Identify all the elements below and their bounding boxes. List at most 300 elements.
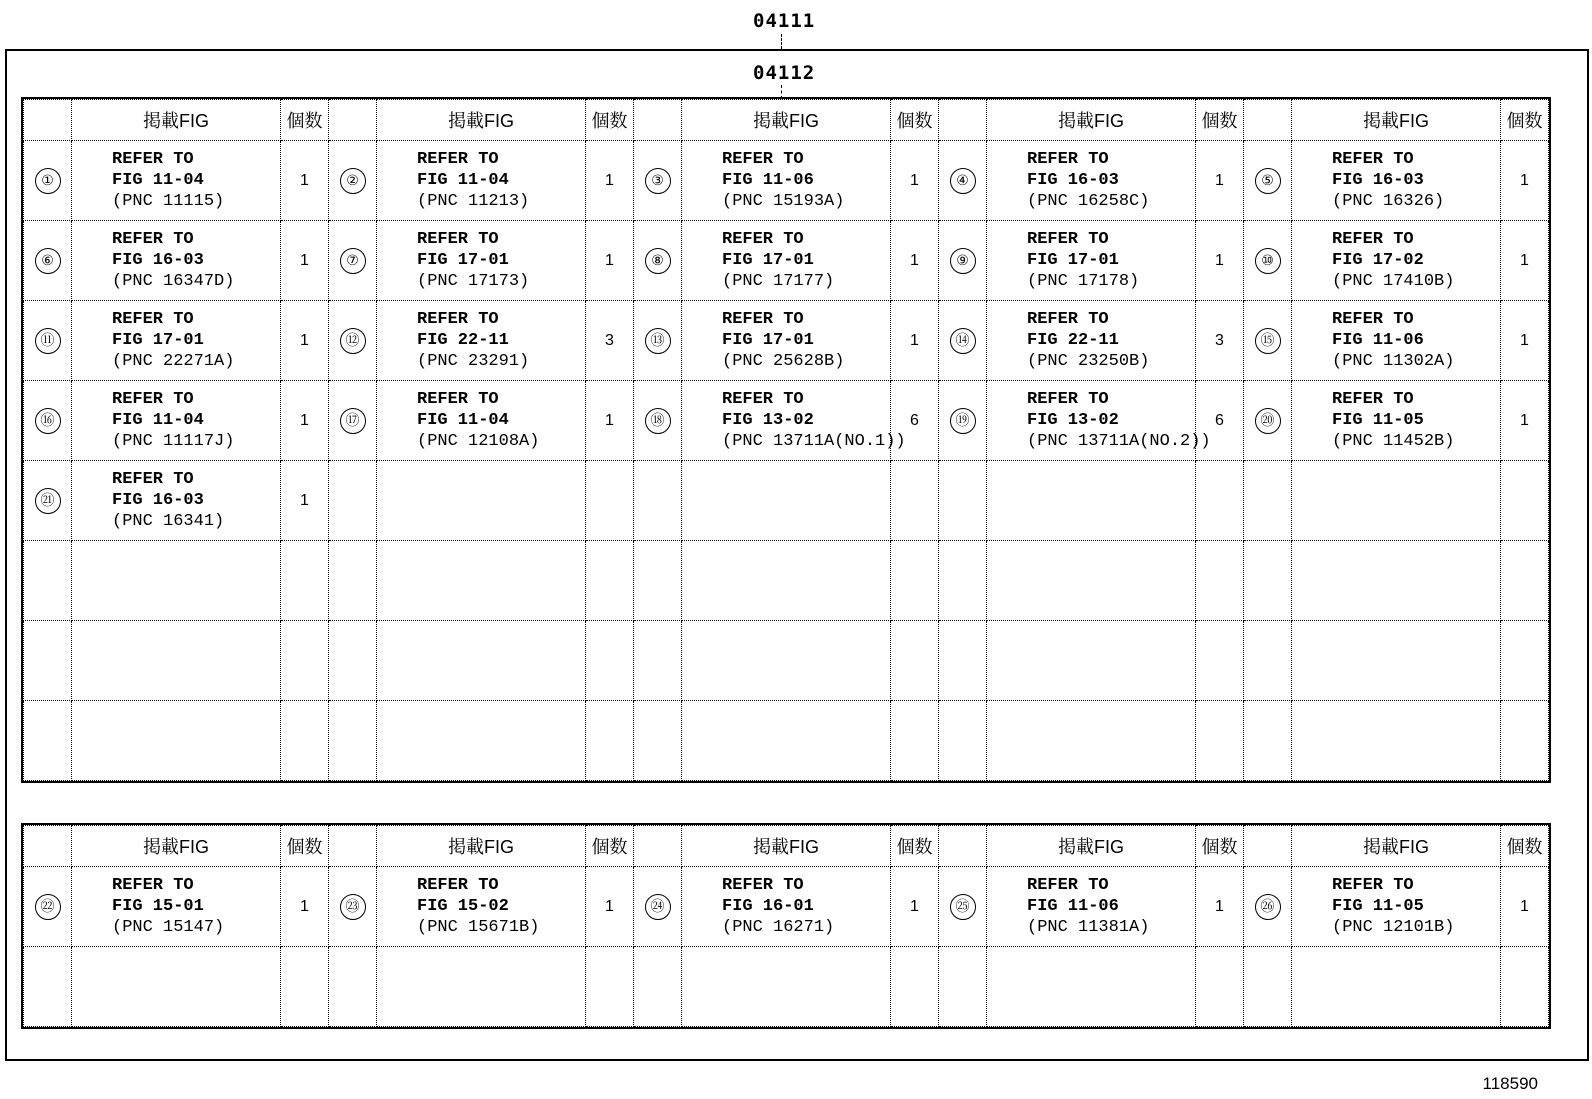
header-qty: 個数 bbox=[586, 826, 634, 867]
pnc-number: (PNC 11115) bbox=[112, 192, 225, 211]
item-number-cell bbox=[24, 867, 72, 947]
pnc-number: (PNC 16341) bbox=[112, 512, 225, 531]
fig-number: FIG 16-03 bbox=[1332, 171, 1424, 190]
header-num-cell bbox=[24, 826, 72, 867]
reference-cell bbox=[1292, 541, 1501, 621]
reference-cell bbox=[1292, 221, 1501, 301]
item-callout: ③ bbox=[645, 168, 671, 194]
item-callout: ㉓ bbox=[340, 894, 366, 920]
item-number-cell bbox=[634, 947, 682, 1027]
quantity-cell: 1 bbox=[1196, 221, 1244, 301]
reference-table-1 bbox=[23, 99, 1549, 781]
quantity-cell: 1 bbox=[1501, 301, 1549, 381]
quantity-cell: 1 bbox=[586, 221, 634, 301]
header-fig: 掲載FIG bbox=[1292, 826, 1501, 867]
fig-number: FIG 11-06 bbox=[1332, 331, 1424, 350]
item-number-cell bbox=[1244, 701, 1292, 781]
header-num-cell bbox=[24, 100, 72, 141]
sub-leader-line bbox=[781, 85, 782, 99]
header-fig: 掲載FIG bbox=[987, 100, 1196, 141]
item-callout: ⑦ bbox=[340, 248, 366, 274]
refer-to-text: REFER TO bbox=[112, 230, 194, 249]
item-callout: ㉖ bbox=[1255, 894, 1281, 920]
quantity-cell bbox=[891, 461, 939, 541]
quantity-cell: 1 bbox=[891, 141, 939, 221]
item-number-cell bbox=[24, 461, 72, 541]
refer-to-text: REFER TO bbox=[722, 150, 804, 169]
pnc-number: (PNC 25628B) bbox=[722, 352, 845, 371]
header-qty: 個数 bbox=[1501, 100, 1549, 141]
reference-table-2 bbox=[23, 825, 1549, 1027]
fig-number: FIG 11-06 bbox=[722, 171, 814, 190]
header-num-cell bbox=[329, 100, 377, 141]
fig-number: FIG 17-01 bbox=[417, 251, 509, 270]
item-number-cell bbox=[329, 541, 377, 621]
pnc-number: (PNC 17173) bbox=[417, 272, 530, 291]
item-number-cell bbox=[939, 701, 987, 781]
reference-cell bbox=[1292, 301, 1501, 381]
item-number-cell bbox=[634, 381, 682, 461]
item-callout: ㉒ bbox=[35, 894, 61, 920]
item-callout: ⑫ bbox=[340, 328, 366, 354]
header-num-cell bbox=[329, 826, 377, 867]
header-fig: 掲載FIG bbox=[987, 826, 1196, 867]
pnc-number: (PNC 16347D) bbox=[112, 272, 235, 291]
quantity-cell bbox=[1501, 701, 1549, 781]
item-number-cell bbox=[1244, 947, 1292, 1027]
item-number-cell bbox=[939, 301, 987, 381]
reference-text bbox=[72, 469, 280, 532]
header-fig: 掲載FIG bbox=[72, 826, 281, 867]
refer-to-text: REFER TO bbox=[1027, 150, 1109, 169]
quantity-cell bbox=[891, 541, 939, 621]
pnc-number: (PNC 22271A) bbox=[112, 352, 235, 371]
item-number-cell bbox=[329, 701, 377, 781]
item-number-cell bbox=[329, 301, 377, 381]
top-part-label: 04111 bbox=[753, 10, 816, 32]
header-num-cell bbox=[634, 100, 682, 141]
pnc-number: (PNC 15193A) bbox=[722, 192, 845, 211]
reference-cell bbox=[377, 301, 586, 381]
pnc-number: (PNC 15147) bbox=[112, 918, 225, 937]
table-row bbox=[24, 541, 1549, 621]
reference-cell bbox=[682, 701, 891, 781]
header-qty: 個数 bbox=[1196, 826, 1244, 867]
top-leader-line bbox=[781, 34, 782, 49]
fig-number: FIG 17-01 bbox=[722, 251, 814, 270]
quantity-cell: 6 bbox=[891, 381, 939, 461]
refer-to-text: REFER TO bbox=[1332, 230, 1414, 249]
item-number-cell bbox=[634, 541, 682, 621]
reference-cell bbox=[72, 541, 281, 621]
reference-cell bbox=[1292, 461, 1501, 541]
quantity-cell: 1 bbox=[1501, 141, 1549, 221]
fig-number: FIG 11-05 bbox=[1332, 411, 1424, 430]
table-row bbox=[24, 461, 1549, 541]
quantity-cell bbox=[891, 621, 939, 701]
item-callout: ㉔ bbox=[645, 894, 671, 920]
fig-number: FIG 22-11 bbox=[417, 331, 509, 350]
reference-cell bbox=[377, 221, 586, 301]
pnc-number: (PNC 16326) bbox=[1332, 192, 1445, 211]
fig-number: FIG 17-02 bbox=[1332, 251, 1424, 270]
quantity-cell bbox=[281, 621, 329, 701]
reference-text bbox=[1292, 309, 1500, 372]
reference-cell bbox=[987, 621, 1196, 701]
reference-cell bbox=[987, 381, 1211, 461]
pnc-number: (PNC 23250B) bbox=[1027, 352, 1150, 371]
pnc-number: (PNC 11117J) bbox=[112, 432, 235, 451]
reference-cell bbox=[987, 141, 1196, 221]
pnc-number: (PNC 17177) bbox=[722, 272, 835, 291]
item-number-cell bbox=[24, 141, 72, 221]
quantity-cell: 1 bbox=[281, 221, 329, 301]
item-number-cell bbox=[1244, 461, 1292, 541]
refer-to-text: REFER TO bbox=[112, 150, 194, 169]
header-num-cell bbox=[939, 826, 987, 867]
item-number-cell bbox=[1244, 621, 1292, 701]
quantity-cell bbox=[891, 701, 939, 781]
reference-text bbox=[377, 149, 585, 212]
fig-number: FIG 13-02 bbox=[1027, 411, 1119, 430]
header-qty: 個数 bbox=[891, 826, 939, 867]
reference-cell bbox=[682, 301, 891, 381]
fig-number: FIG 11-04 bbox=[112, 411, 204, 430]
reference-cell bbox=[1292, 381, 1501, 461]
header-fig: 掲載FIG bbox=[72, 100, 281, 141]
refer-to-text: REFER TO bbox=[112, 310, 194, 329]
item-number-cell bbox=[329, 621, 377, 701]
refer-to-text: REFER TO bbox=[112, 876, 194, 895]
reference-text bbox=[682, 389, 906, 452]
refer-to-text: REFER TO bbox=[417, 150, 499, 169]
item-number-cell bbox=[329, 947, 377, 1027]
item-callout: ⑨ bbox=[950, 248, 976, 274]
item-number-cell bbox=[939, 947, 987, 1027]
quantity-cell: 1 bbox=[1196, 141, 1244, 221]
quantity-cell: 1 bbox=[1501, 867, 1549, 947]
reference-cell bbox=[682, 221, 891, 301]
reference-text bbox=[1292, 149, 1500, 212]
item-number-cell bbox=[24, 701, 72, 781]
refer-to-text: REFER TO bbox=[722, 390, 804, 409]
reference-cell bbox=[987, 701, 1196, 781]
item-number-cell bbox=[329, 461, 377, 541]
quantity-cell bbox=[1196, 701, 1244, 781]
reference-text bbox=[682, 149, 890, 212]
item-callout: ⑮ bbox=[1255, 328, 1281, 354]
reference-cell bbox=[987, 947, 1196, 1027]
reference-cell bbox=[72, 461, 281, 541]
header-fig: 掲載FIG bbox=[682, 826, 891, 867]
reference-cell bbox=[682, 461, 891, 541]
reference-cell bbox=[377, 621, 586, 701]
item-number-cell bbox=[24, 947, 72, 1027]
quantity-cell: 1 bbox=[1196, 867, 1244, 947]
table-row bbox=[24, 701, 1549, 781]
quantity-cell bbox=[1501, 461, 1549, 541]
quantity-cell: 1 bbox=[891, 301, 939, 381]
item-number-cell bbox=[1244, 867, 1292, 947]
refer-to-text: REFER TO bbox=[1332, 390, 1414, 409]
item-number-cell bbox=[634, 221, 682, 301]
item-number-cell bbox=[329, 867, 377, 947]
pnc-number: (PNC 11213) bbox=[417, 192, 530, 211]
fig-number: FIG 11-04 bbox=[417, 411, 509, 430]
quantity-cell: 6 bbox=[1196, 381, 1244, 461]
table-row bbox=[24, 381, 1549, 461]
fig-number: FIG 15-02 bbox=[417, 897, 509, 916]
quantity-cell: 3 bbox=[586, 301, 634, 381]
quantity-cell: 1 bbox=[1501, 381, 1549, 461]
table-row bbox=[24, 867, 1549, 947]
reference-text bbox=[72, 875, 280, 938]
quantity-cell bbox=[1501, 541, 1549, 621]
header-fig: 掲載FIG bbox=[682, 100, 891, 141]
reference-cell bbox=[72, 947, 281, 1027]
quantity-cell bbox=[1196, 621, 1244, 701]
quantity-cell: 1 bbox=[891, 867, 939, 947]
item-number-cell bbox=[634, 867, 682, 947]
reference-cell bbox=[682, 141, 891, 221]
quantity-cell bbox=[1501, 621, 1549, 701]
item-callout: ① bbox=[35, 168, 61, 194]
quantity-cell bbox=[1196, 541, 1244, 621]
item-number-cell bbox=[634, 461, 682, 541]
header-qty: 個数 bbox=[1501, 826, 1549, 867]
reference-text bbox=[377, 875, 585, 938]
reference-text bbox=[682, 875, 890, 938]
reference-cell bbox=[1292, 141, 1501, 221]
pnc-number: (PNC 13711A(NO.2)) bbox=[1027, 432, 1211, 451]
reference-text bbox=[72, 389, 280, 452]
refer-to-text: REFER TO bbox=[1332, 310, 1414, 329]
item-number-cell bbox=[24, 381, 72, 461]
header-qty: 個数 bbox=[586, 100, 634, 141]
item-callout: ⑧ bbox=[645, 248, 671, 274]
refer-to-text: REFER TO bbox=[112, 390, 194, 409]
reference-cell bbox=[1292, 867, 1501, 947]
reference-cell bbox=[377, 541, 586, 621]
header-row bbox=[24, 100, 1549, 141]
refer-to-text: REFER TO bbox=[1027, 230, 1109, 249]
reference-cell bbox=[682, 621, 891, 701]
reference-text bbox=[987, 229, 1195, 292]
quantity-cell bbox=[281, 947, 329, 1027]
quantity-cell bbox=[1196, 461, 1244, 541]
header-row bbox=[24, 826, 1549, 867]
refer-to-text: REFER TO bbox=[417, 230, 499, 249]
quantity-cell bbox=[281, 541, 329, 621]
reference-text bbox=[682, 229, 890, 292]
reference-cell bbox=[377, 701, 586, 781]
item-callout: ⑤ bbox=[1255, 168, 1281, 194]
header-num-cell bbox=[939, 100, 987, 141]
item-callout: ⑥ bbox=[35, 248, 61, 274]
fig-number: FIG 11-05 bbox=[1332, 897, 1424, 916]
pnc-number: (PNC 23291) bbox=[417, 352, 530, 371]
reference-cell bbox=[987, 541, 1196, 621]
header-qty: 個数 bbox=[281, 100, 329, 141]
reference-cell bbox=[377, 141, 586, 221]
reference-text bbox=[987, 875, 1195, 938]
refer-to-text: REFER TO bbox=[417, 310, 499, 329]
reference-text bbox=[72, 309, 280, 372]
table-row bbox=[24, 141, 1549, 221]
reference-text bbox=[377, 389, 585, 452]
quantity-cell: 1 bbox=[281, 867, 329, 947]
reference-text bbox=[682, 309, 890, 372]
refer-to-text: REFER TO bbox=[112, 470, 194, 489]
table-row bbox=[24, 621, 1549, 701]
pnc-number: (PNC 11302A) bbox=[1332, 352, 1455, 371]
quantity-cell: 1 bbox=[586, 141, 634, 221]
item-number-cell bbox=[939, 221, 987, 301]
pnc-number: (PNC 15671B) bbox=[417, 918, 540, 937]
reference-text bbox=[1292, 875, 1500, 938]
pnc-number: (PNC 12101B) bbox=[1332, 918, 1455, 937]
quantity-cell bbox=[586, 461, 634, 541]
header-fig: 掲載FIG bbox=[1292, 100, 1501, 141]
reference-cell bbox=[987, 461, 1196, 541]
item-callout: ⑪ bbox=[35, 328, 61, 354]
refer-to-text: REFER TO bbox=[1332, 150, 1414, 169]
quantity-cell: 1 bbox=[281, 381, 329, 461]
fig-number: FIG 17-01 bbox=[112, 331, 204, 350]
item-number-cell bbox=[939, 141, 987, 221]
reference-cell bbox=[72, 141, 281, 221]
quantity-cell bbox=[1501, 947, 1549, 1027]
item-number-cell bbox=[634, 621, 682, 701]
reference-text bbox=[987, 389, 1211, 452]
item-number-cell bbox=[329, 381, 377, 461]
reference-text bbox=[1292, 229, 1500, 292]
quantity-cell: 1 bbox=[586, 867, 634, 947]
header-fig: 掲載FIG bbox=[377, 100, 586, 141]
pnc-number: (PNC 11381A) bbox=[1027, 918, 1150, 937]
refer-to-text: REFER TO bbox=[1027, 310, 1109, 329]
item-callout: ⑲ bbox=[950, 408, 976, 434]
fig-number: FIG 11-06 bbox=[1027, 897, 1119, 916]
refer-to-text: REFER TO bbox=[1027, 390, 1109, 409]
item-number-cell bbox=[329, 141, 377, 221]
reference-cell bbox=[987, 867, 1196, 947]
quantity-cell bbox=[1196, 947, 1244, 1027]
refer-to-text: REFER TO bbox=[722, 230, 804, 249]
reference-cell bbox=[72, 221, 281, 301]
quantity-cell: 1 bbox=[891, 221, 939, 301]
pnc-number: (PNC 16258C) bbox=[1027, 192, 1150, 211]
item-callout: ⑬ bbox=[645, 328, 671, 354]
quantity-cell bbox=[586, 541, 634, 621]
reference-cell bbox=[72, 701, 281, 781]
reference-cell bbox=[682, 541, 891, 621]
reference-text bbox=[377, 229, 585, 292]
refer-to-text: REFER TO bbox=[417, 876, 499, 895]
quantity-cell: 1 bbox=[1501, 221, 1549, 301]
quantity-cell bbox=[586, 621, 634, 701]
item-callout: ⑳ bbox=[1255, 408, 1281, 434]
header-num-cell bbox=[634, 826, 682, 867]
drawing-number: 118590 bbox=[1482, 1074, 1538, 1093]
reference-text bbox=[987, 309, 1195, 372]
reference-text bbox=[1292, 389, 1500, 452]
item-callout: ④ bbox=[950, 168, 976, 194]
fig-number: FIG 16-01 bbox=[722, 897, 814, 916]
header-qty: 個数 bbox=[1196, 100, 1244, 141]
reference-text bbox=[987, 149, 1195, 212]
pnc-number: (PNC 16271) bbox=[722, 918, 835, 937]
quantity-cell: 3 bbox=[1196, 301, 1244, 381]
item-callout: ② bbox=[340, 168, 366, 194]
reference-cell bbox=[377, 381, 586, 461]
item-number-cell bbox=[634, 701, 682, 781]
item-number-cell bbox=[939, 867, 987, 947]
fig-number: FIG 16-03 bbox=[112, 491, 204, 510]
reference-cell bbox=[1292, 947, 1501, 1027]
item-callout: ㉕ bbox=[950, 894, 976, 920]
pnc-number: (PNC 13711A(NO.1)) bbox=[722, 432, 906, 451]
refer-to-text: REFER TO bbox=[417, 390, 499, 409]
reference-cell bbox=[377, 947, 586, 1027]
reference-cell bbox=[1292, 701, 1501, 781]
reference-cell bbox=[72, 621, 281, 701]
item-number-cell bbox=[1244, 541, 1292, 621]
item-callout: ⑰ bbox=[340, 408, 366, 434]
reference-cell bbox=[987, 221, 1196, 301]
fig-number: FIG 17-01 bbox=[1027, 251, 1119, 270]
fig-number: FIG 13-02 bbox=[722, 411, 814, 430]
item-number-cell bbox=[1244, 381, 1292, 461]
reference-cell bbox=[377, 461, 586, 541]
item-callout: ⑱ bbox=[645, 408, 671, 434]
item-number-cell bbox=[939, 541, 987, 621]
item-number-cell bbox=[939, 461, 987, 541]
pnc-number: (PNC 17410B) bbox=[1332, 272, 1455, 291]
item-number-cell bbox=[1244, 301, 1292, 381]
pnc-number: (PNC 12108A) bbox=[417, 432, 540, 451]
reference-cell bbox=[682, 947, 891, 1027]
reference-cell bbox=[377, 867, 586, 947]
table-row bbox=[24, 947, 1549, 1027]
header-num-cell bbox=[1244, 100, 1292, 141]
quantity-cell bbox=[586, 947, 634, 1027]
item-number-cell bbox=[24, 221, 72, 301]
header-fig: 掲載FIG bbox=[377, 826, 586, 867]
item-number-cell bbox=[1244, 221, 1292, 301]
quantity-cell bbox=[281, 701, 329, 781]
item-number-cell bbox=[24, 541, 72, 621]
quantity-cell bbox=[586, 701, 634, 781]
table-row bbox=[24, 301, 1549, 381]
reference-cell bbox=[72, 381, 281, 461]
reference-cell bbox=[72, 867, 281, 947]
header-num-cell bbox=[1244, 826, 1292, 867]
refer-to-text: REFER TO bbox=[722, 876, 804, 895]
reference-cell bbox=[72, 301, 281, 381]
item-number-cell bbox=[1244, 141, 1292, 221]
refer-to-text: REFER TO bbox=[722, 310, 804, 329]
refer-to-text: REFER TO bbox=[1332, 876, 1414, 895]
item-callout: ㉑ bbox=[35, 488, 61, 514]
header-qty: 個数 bbox=[281, 826, 329, 867]
item-callout: ⑩ bbox=[1255, 248, 1281, 274]
quantity-cell: 1 bbox=[586, 381, 634, 461]
item-number-cell bbox=[634, 141, 682, 221]
item-callout: ⑯ bbox=[35, 408, 61, 434]
header-qty: 個数 bbox=[891, 100, 939, 141]
reference-text bbox=[72, 149, 280, 212]
